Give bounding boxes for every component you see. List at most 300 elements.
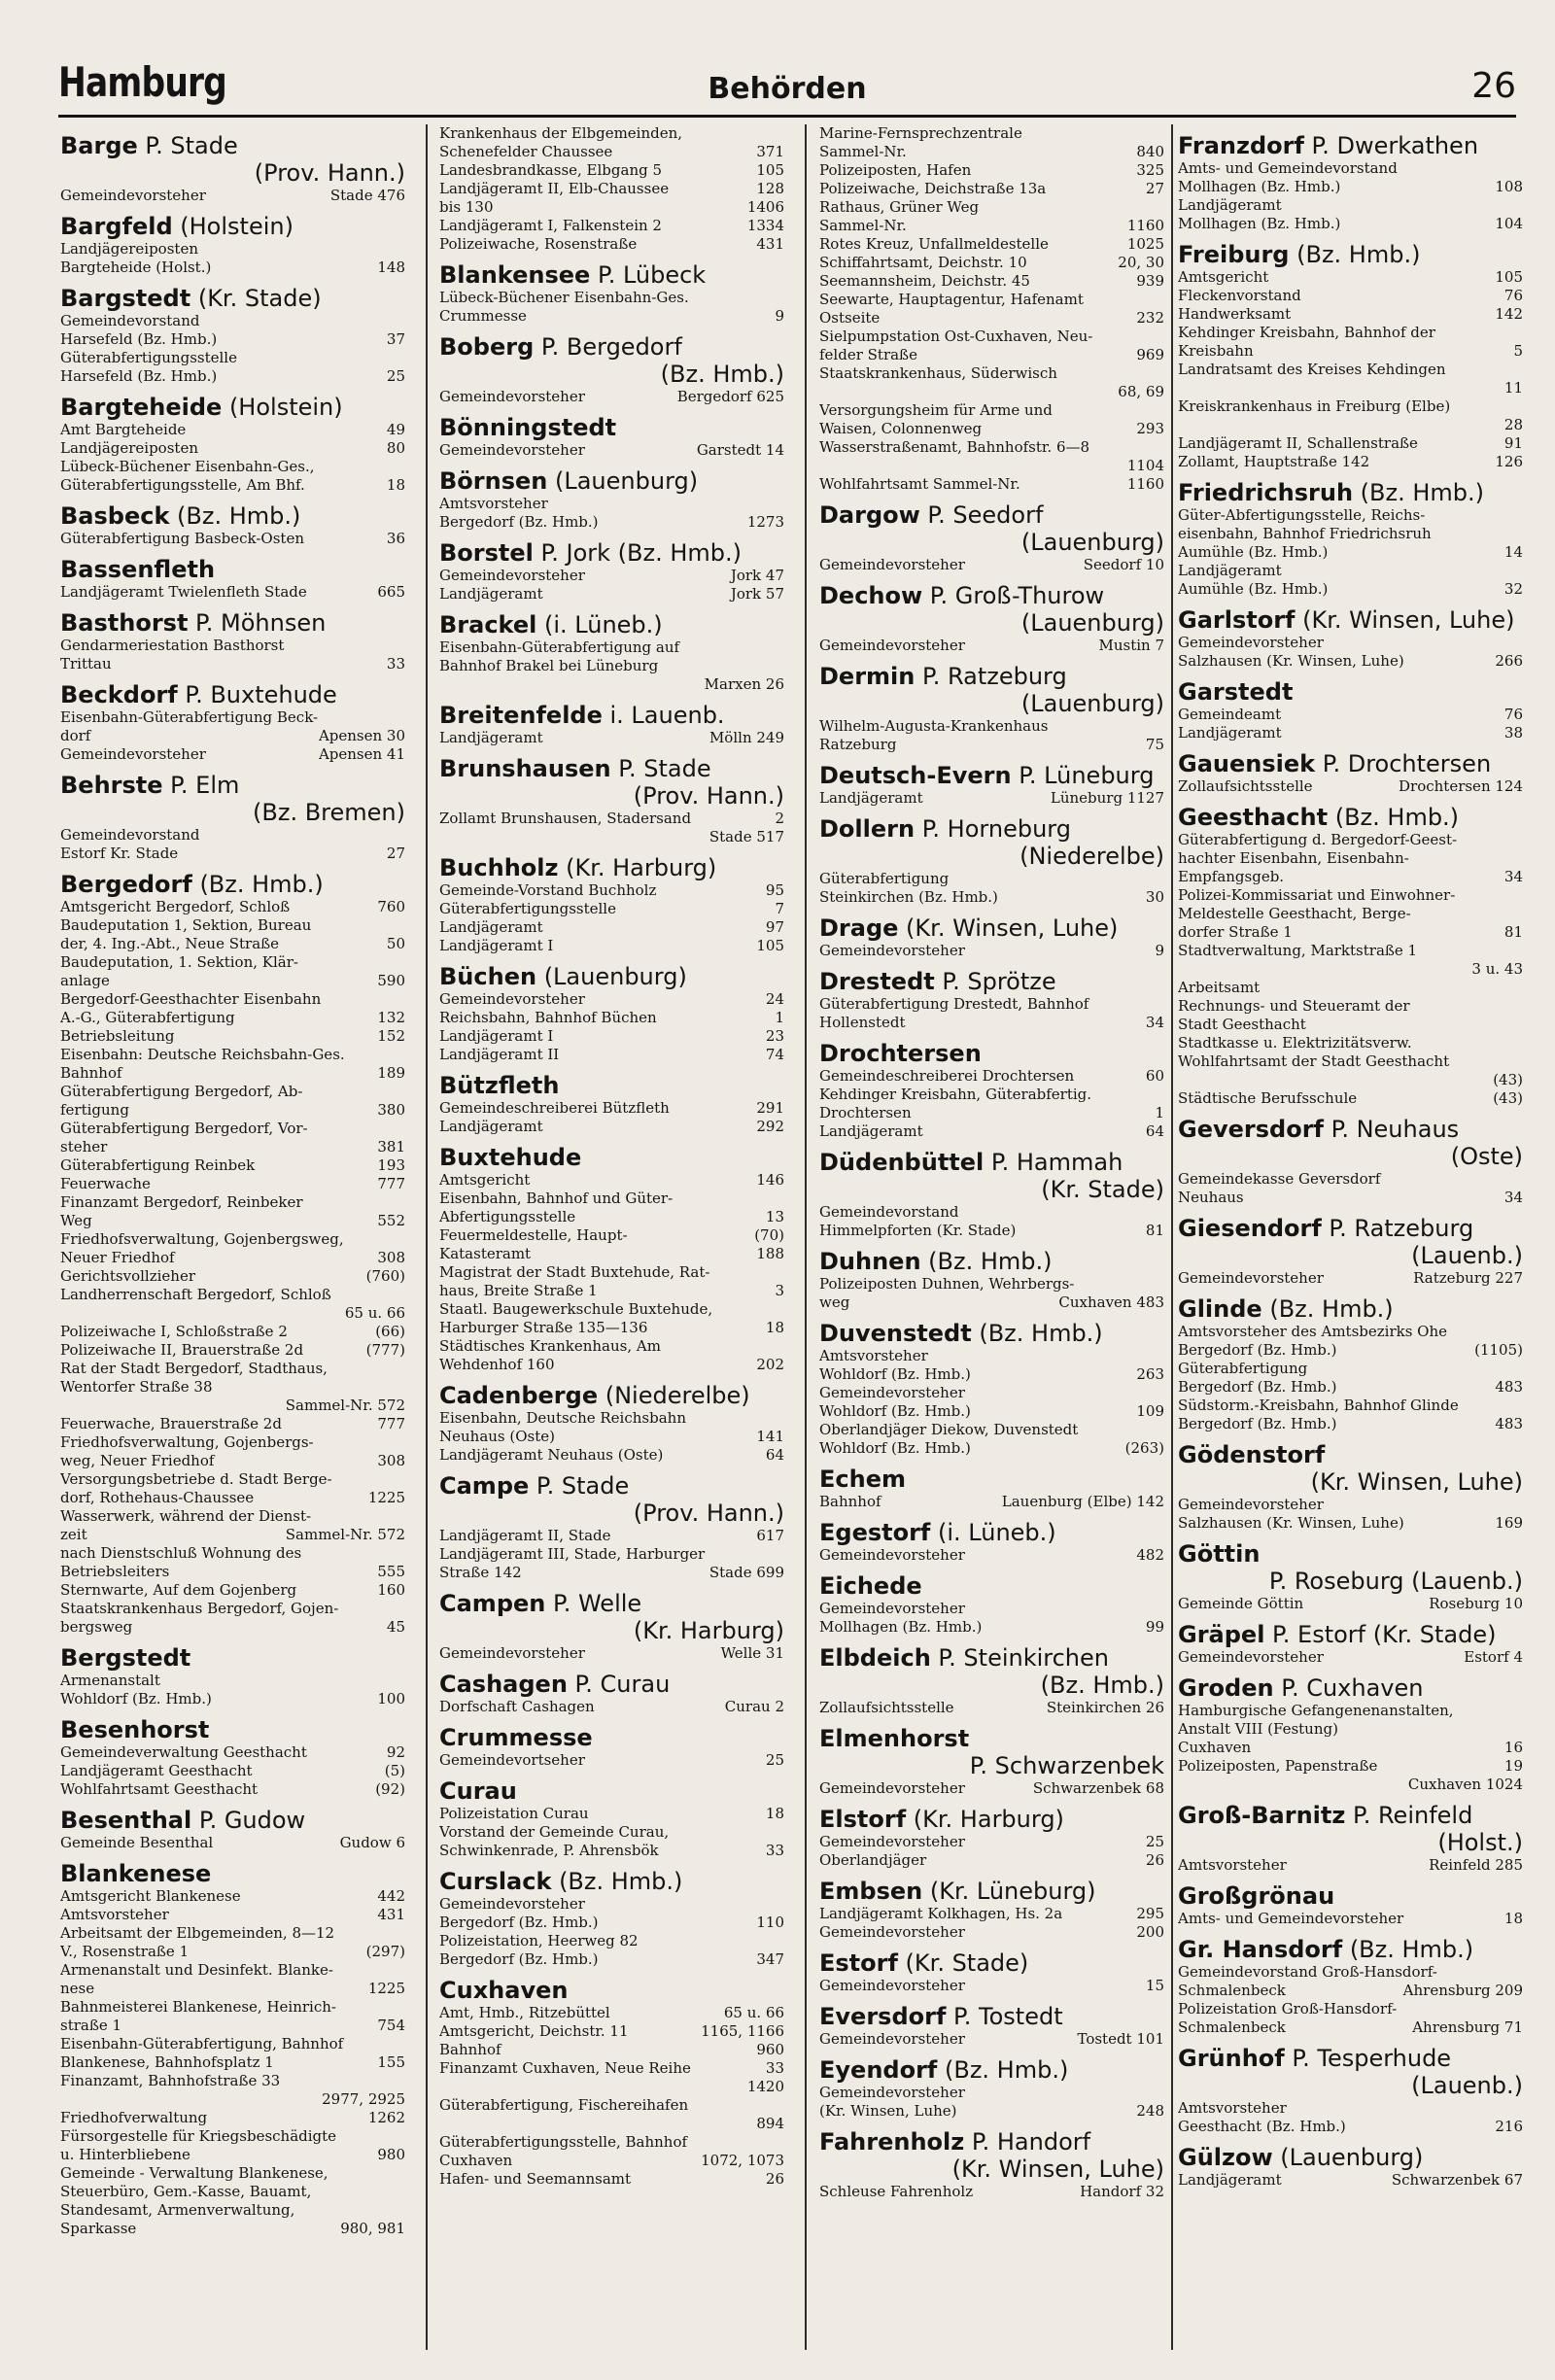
place-name: Gr. Hansdorf (1178, 1936, 1343, 1963)
listing-line (439, 1527, 784, 1545)
listing-phone: 292 (756, 1118, 784, 1135)
place-heading (819, 762, 1164, 789)
listing-line (1178, 923, 1523, 942)
listing-phone: 188 (756, 1245, 784, 1262)
listing-office: Steinkirchen (Bz. Hmb.) (819, 888, 998, 906)
directory-entry (60, 502, 405, 548)
listing-phone: 266 (1495, 652, 1523, 670)
listing-phone: Steinkirchen 26 (1046, 1699, 1164, 1716)
listing-phone: 50 (386, 935, 405, 952)
place-name: Bargteheide (60, 394, 223, 421)
listing-office: Schwinkenrade, P. Ahrensbök (439, 1842, 659, 1859)
place-postal: P. Sprötze (934, 968, 1056, 995)
listing-line (60, 637, 405, 655)
listing-line (439, 513, 784, 532)
listing-line (60, 845, 405, 863)
listing-office: Staatl. Baugewerkschule Buxtehude, (439, 1300, 713, 1318)
listing-line (60, 1009, 405, 1027)
listing-phone: Reinfeld 285 (1429, 1856, 1523, 1874)
listing-phone: 20, 30 (1118, 254, 1164, 271)
listing-office: Landjägeramt II, Stade (439, 1527, 611, 1544)
place-heading (60, 394, 405, 421)
listing-office: Marine-Fernsprechzentrale (819, 124, 1022, 142)
listing-phone: 74 (765, 1046, 784, 1063)
listing-line (819, 475, 1164, 494)
directory-entry (819, 1806, 1164, 1870)
listing-phone: 325 (1136, 161, 1164, 179)
listing-phone: 939 (1136, 272, 1164, 290)
place-postal: P. Steinkirchen (930, 1644, 1109, 1672)
listing-office: Wohlfahrtsamt Geesthacht (60, 1780, 259, 1798)
place-postal: (Holstein) (172, 213, 294, 240)
listing-office: Straße 142 (439, 1564, 522, 1581)
listing-office: Steuerbüro, Gem.-Kasse, Bauamt, (60, 2183, 312, 2200)
listing-phone: 1225 (367, 1980, 405, 1997)
listing-office: Städtische Berufsschule (1178, 1089, 1358, 1107)
listing-line (819, 1365, 1164, 1384)
place-name: Franzdorf (1178, 132, 1304, 159)
listing-line (819, 217, 1164, 235)
listing-line (819, 1923, 1164, 1942)
place-heading (439, 963, 784, 990)
directory-entry (439, 1977, 784, 2189)
place-heading (819, 582, 1164, 637)
directory-entry (1178, 1621, 1523, 1667)
listing-phone: 760 (377, 898, 405, 915)
place-postal: (Bz. Hmb.) (551, 1868, 683, 1895)
place-postal: P. Jork (Bz. Hmb.) (533, 539, 743, 567)
listing-phone: 105 (1495, 268, 1523, 286)
directory-entry (819, 1519, 1164, 1565)
listing-line (439, 918, 784, 937)
directory-entry (60, 681, 405, 764)
listing-phone: Mustin 7 (1098, 637, 1164, 654)
listing-line (439, 1009, 784, 1027)
place-heading (1178, 1540, 1523, 1595)
listing-line (819, 383, 1164, 401)
place-name: Echem (819, 1466, 906, 1493)
place-district: (Prov. Hann.) (254, 159, 405, 187)
listing-office: Bahnmeisterei Blankenese, Heinrich- (60, 1998, 336, 2016)
directory-entry (439, 539, 784, 604)
place-name: Dollern (819, 815, 916, 843)
listing-phone: 777 (377, 1415, 405, 1432)
listing-line (439, 2004, 784, 2022)
listing-line (60, 259, 405, 277)
listing-phone: 28 (1503, 416, 1523, 433)
directory-entry (439, 755, 784, 846)
listing-office: Landjägeramt Twielenfleth Stade (60, 583, 307, 601)
listing-office: Kreisbahn (1178, 342, 1254, 360)
place-postal: (Bz. Hmb.) (1353, 479, 1485, 506)
listing-phone: 19 (1503, 1757, 1523, 1775)
listing-phone: Roseburg 10 (1429, 1595, 1523, 1612)
listing-line (439, 1805, 784, 1823)
listing-office: Wohldorf (Bz. Hmb.) (819, 1365, 971, 1383)
listing-phone: Ratzeburg 227 (1413, 1269, 1523, 1287)
listing-line (819, 272, 1164, 291)
listing-office: Gemeinde - Verwaltung Blankenese, (60, 2164, 328, 2182)
listing-line (60, 2053, 405, 2072)
listing-phone: 27 (1145, 180, 1164, 197)
listing-office: Magistrat der Stadt Buxtehude, Rat- (439, 1263, 710, 1281)
place-postal: P. Stade (529, 1472, 630, 1500)
directory-entry (1178, 479, 1523, 599)
listing-phone: (1105) (1474, 1341, 1523, 1359)
listing-office: Dorfschaft Cashagen (439, 1698, 595, 1715)
place-postal: P. Bergedorf (534, 333, 682, 361)
listing-line (439, 289, 784, 307)
listing-line (819, 1203, 1164, 1222)
listing-office: Güterabfertigung Drestedt, Bahnhof (819, 995, 1089, 1013)
directory-entry (439, 702, 784, 747)
listing-phone: Bergedorf 625 (676, 388, 784, 405)
directory-entry (439, 1590, 784, 1663)
listing-line (60, 1998, 405, 2017)
listing-line (819, 1104, 1164, 1122)
listing-phone: 980, 981 (340, 2220, 405, 2237)
place-name: Gauensiek (1178, 750, 1316, 777)
listing-office: Wohlfahrtsamt der Stadt Geesthacht (1178, 1052, 1450, 1070)
listing-line (819, 1546, 1164, 1565)
listing-office: Betriebsleitung (60, 1027, 175, 1045)
listing-line (60, 1961, 405, 1980)
listing-phone: 45 (386, 1618, 405, 1636)
listing-office: Landjägeramt (1178, 724, 1282, 742)
listing-office: Armenanstalt und Desinfekt. Blanke- (60, 1961, 333, 1979)
listing-phone: 33 (765, 1842, 784, 1859)
listing-line (1178, 1189, 1523, 1207)
place-heading (60, 285, 405, 312)
place-name: Glinde (1178, 1295, 1262, 1323)
place-name: Cashagen (439, 1671, 568, 1698)
place-postal: (Kr. Lüneburg) (922, 1878, 1096, 1905)
directory-entry (1178, 241, 1523, 471)
listing-phone: Sammel-Nr. 572 (285, 1526, 405, 1543)
listing-office: Bergedorf (Bz. Hmb.) (439, 513, 599, 531)
listing-line (819, 1833, 1164, 1851)
listing-phone: 37 (386, 330, 405, 348)
place-heading (819, 2128, 1164, 2183)
listing-line (819, 2084, 1164, 2102)
listing-office: Vorstand der Gemeinde Curau, (439, 1823, 670, 1841)
listing-office: Stadtkasse u. Elektrizitätsverw. (1178, 1034, 1412, 1052)
listing-office: Gemeindeamt (1178, 706, 1282, 723)
listing-office: Güterabfertigung (819, 870, 950, 887)
listing-line (1178, 159, 1523, 178)
listing-line (819, 1275, 1164, 1293)
listing-office: Lübeck-Büchener Eisenbahn-Ges. (439, 289, 689, 306)
listing-line (60, 476, 405, 495)
column-1 (60, 124, 405, 2360)
place-name: Campe (439, 1472, 530, 1500)
place-heading (819, 1248, 1164, 1275)
listing-line (1178, 1595, 1523, 1613)
listing-phone: 482 (1136, 1546, 1164, 1564)
listing-office: Hollenstedt (819, 1014, 906, 1031)
listing-line (60, 1193, 405, 1212)
place-heading (60, 502, 405, 530)
listing-office: Gemeindevorsteher (819, 1600, 965, 1617)
place-name: Estorf (819, 1949, 898, 1977)
listing-phone: 308 (377, 1249, 405, 1266)
directory-entry (819, 1149, 1164, 1240)
place-postal: (Bz. Hmb.) (1328, 804, 1460, 831)
listing-office: Gemeindevorsteher (819, 1779, 965, 1797)
listing-office: Arbeitsamt (1178, 979, 1261, 996)
listing-office: Gemeindevorsteher (819, 1977, 965, 1994)
listing-office: Güterabfertigung Reinbek (60, 1156, 256, 1174)
listing-office: bergsweg (60, 1618, 133, 1636)
listing-office: Feuerwache, Brauerstraße 2d (60, 1415, 282, 1432)
listing-line (439, 1545, 784, 1564)
place-district: (Prov. Hann.) (633, 782, 784, 810)
listing-line (819, 124, 1164, 143)
listing-office: Oberlandjäger Diekow, Duvenstedt (819, 1421, 1079, 1438)
listing-office: Seewarte, Hauptagentur, Hafenamt (819, 291, 1084, 308)
listing-phone: 1420 (746, 2078, 784, 2095)
place-name: Garstedt (1178, 678, 1294, 706)
listing-office: Bahnhof (439, 2041, 501, 2058)
listing-line (439, 1118, 784, 1136)
directory-entry (439, 1382, 784, 1465)
place-name: Buchholz (439, 854, 559, 881)
directory-entry (60, 132, 405, 205)
listing-line (1178, 1856, 1523, 1875)
place-postal: i. Lauenb. (602, 702, 725, 729)
listing-line (439, 143, 784, 161)
listing-office: Trittau (60, 655, 112, 673)
place-postal: P. Groß-Thurow (922, 582, 1105, 609)
listing-phone: (92) (375, 1780, 405, 1798)
listing-line (60, 2146, 405, 2164)
listing-office: Zollaufsichtsstelle (1178, 777, 1313, 795)
listing-phone: 132 (377, 1009, 405, 1026)
listing-phone: 960 (756, 2041, 784, 2058)
listing-line (819, 942, 1164, 960)
listing-phone: 91 (1503, 434, 1523, 452)
place-heading (439, 1144, 784, 1171)
listing-office: Amtsgericht Blankenese (60, 1887, 241, 1905)
listing-line (1178, 2171, 1523, 2190)
listing-phone: 68, 69 (1118, 383, 1164, 400)
listing-phone: 65 u. 66 (723, 2004, 784, 2021)
directory-entry (439, 1671, 784, 1716)
listing-line (60, 898, 405, 916)
listing-phone: 1104 (1126, 457, 1164, 474)
directory-entry (1178, 1441, 1523, 1533)
listing-phone: 1165, 1166 (701, 2022, 784, 2040)
place-postal: P. Hammah (984, 1149, 1123, 1176)
place-name: Eichede (819, 1572, 922, 1600)
listing-office: Amts- und Gemeindevorsteher (1178, 1910, 1404, 1927)
listing-line (1178, 525, 1523, 543)
listing-line (60, 458, 405, 476)
place-heading (1178, 1882, 1523, 1910)
listing-phone: 431 (756, 235, 784, 253)
listing-line (60, 727, 405, 745)
listing-phone: 1334 (746, 217, 784, 234)
listing-phone: 232 (1136, 309, 1164, 327)
place-name: Eyendorf (819, 2056, 938, 2084)
listing-line (439, 900, 784, 918)
listing-line (1178, 997, 1523, 1016)
listing-line (60, 1924, 405, 1943)
listing-phone: 97 (765, 918, 784, 936)
listing-office: Landjägeramt I (439, 1027, 554, 1045)
listing-line (1178, 1170, 1523, 1189)
listing-office: Wohldorf (Bz. Hmb.) (819, 1402, 971, 1420)
listing-line (1178, 849, 1523, 868)
listing-office: Landratsamt des Kreises Kehdingen (1178, 361, 1446, 378)
listing-phone: 49 (386, 421, 405, 438)
place-name: Elstorf (819, 1806, 907, 1833)
place-name: Elmenhorst (819, 1725, 970, 1752)
listing-line (60, 990, 405, 1009)
place-name: Börnsen (439, 467, 548, 495)
directory-entry (439, 1472, 784, 1582)
listing-line (1178, 2099, 1523, 2118)
place-postal: (Bz. Hmb.) (169, 502, 301, 530)
listing-office: Geesthacht (Bz. Hmb.) (1178, 2118, 1346, 2135)
place-heading (1178, 1674, 1523, 1702)
listing-office: Cuxhaven (439, 2152, 513, 2169)
listing-phone: Lauenburg (Elbe) 142 (1001, 1493, 1164, 1510)
listing-phone: Gudow 6 (339, 1834, 405, 1851)
place-heading (819, 1878, 1164, 1905)
listing-office: Polizeiposten, Papenstraße (1178, 1757, 1378, 1775)
listing-line (60, 1690, 405, 1708)
listing-line (819, 198, 1164, 217)
place-name: Curslack (439, 1868, 552, 1895)
listing-line (60, 1323, 405, 1341)
directory-entry (819, 1878, 1164, 1942)
listing-line (439, 124, 784, 143)
listing-phone: 371 (756, 143, 784, 160)
place-heading (1178, 678, 1523, 706)
listing-line (1178, 506, 1523, 525)
place-name: Boberg (439, 333, 535, 361)
listing-phone: (297) (365, 1943, 405, 1960)
listing-office: Städtisches Krankenhaus, Am (439, 1337, 661, 1355)
listing-line (1178, 724, 1523, 742)
listing-line (1178, 453, 1523, 471)
listing-phone: 23 (765, 1027, 784, 1045)
listing-office: Gemeindevorsteher (60, 745, 206, 763)
listing-line (439, 2170, 784, 2189)
listing-line (439, 1895, 784, 1914)
place-name: Cuxhaven (439, 1977, 569, 2004)
listing-office: Landjägeramt (439, 918, 543, 936)
listing-line (1178, 416, 1523, 434)
listing-office: Gemeindevorstand (60, 312, 200, 329)
place-postal: (Kr. Winsen, Luhe) (1295, 606, 1515, 634)
listing-office: Salzhausen (Kr. Winsen, Luhe) (1178, 1514, 1404, 1532)
place-name: Gräpel (1178, 1621, 1265, 1648)
listing-office: Polizeistation Groß-Hansdorf- (1178, 2000, 1398, 2018)
listing-office: Gemeindevorsteher (439, 1644, 585, 1662)
listing-office: Neuer Friedhof (60, 1249, 175, 1266)
listing-line (60, 1378, 405, 1397)
listing-phone: 152 (377, 1027, 405, 1045)
listing-line (60, 1544, 405, 1563)
listing-office: Anstalt VIII (Festung) (1178, 1720, 1338, 1738)
directory-entry (60, 609, 405, 673)
listing-office: Gemeindevortseher (439, 1751, 585, 1769)
place-district: (Lauenb.) (1411, 2072, 1523, 2099)
listing-office: Wohlfahrtsamt Sammel-Nr. (819, 475, 1020, 493)
listing-office: Friedhofsverwaltung, Gojenbergs- (60, 1433, 314, 1451)
listing-phone: 14 (1503, 543, 1523, 561)
listing-office: Kehdinger Kreisbahn, Bahnhof der (1178, 324, 1435, 341)
place-name: Dermin (819, 663, 916, 690)
place-heading (60, 556, 405, 583)
place-name: Bassenfleth (60, 556, 216, 583)
listing-office: Kehdinger Kreisbahn, Güterabfertig. (819, 1086, 1092, 1103)
listing-office: Rotes Kreuz, Unfallmeldestelle (819, 235, 1049, 253)
listing-line (60, 1834, 405, 1852)
listing-line (1178, 1496, 1523, 1514)
listing-office: Himmelpforten (Kr. Stade) (819, 1222, 1017, 1239)
listing-phone: 108 (1495, 178, 1523, 195)
listing-phone: (760) (365, 1267, 405, 1285)
listing-line (439, 198, 784, 217)
listing-phone: Mölln 249 (708, 729, 784, 746)
listing-line (1178, 2000, 1523, 2018)
listing-office: Güterabfertigungsstelle, Bahnhof (439, 2133, 688, 2151)
place-name: Friedrichsruh (1178, 479, 1354, 506)
listing-phone: (263) (1124, 1439, 1164, 1457)
place-district: (Bz. Hmb.) (660, 361, 784, 388)
place-heading (819, 1040, 1164, 1067)
place-heading (1178, 606, 1523, 634)
listing-line (1178, 562, 1523, 580)
listing-line (1178, 979, 1523, 997)
listing-office: Seemannsheim, Deichstr. 45 (819, 272, 1030, 290)
listing-line (60, 1887, 405, 1906)
listing-line (439, 1823, 784, 1842)
listing-phone: 169 (1495, 1514, 1523, 1532)
listing-office: Landjägeramt III, Stade, Harburger (439, 1545, 706, 1563)
place-name: Cadenberge (439, 1382, 599, 1409)
listing-office: Sielpumpstation Ost-Cuxhaven, Neu- (819, 328, 1093, 345)
listing-line (819, 346, 1164, 364)
listing-office: Finanzamt, Bahnhofstraße 33 (60, 2072, 281, 2089)
listing-office: Bergedorf-Geesthachter Eisenbahn (60, 990, 322, 1008)
listing-line (439, 1698, 784, 1716)
listing-office: Landjägeramt II, Schallenstraße (1178, 434, 1418, 452)
listing-line (1178, 397, 1523, 416)
listing-line (60, 530, 405, 548)
listing-phone: 777 (377, 1175, 405, 1192)
place-heading (1178, 1116, 1523, 1170)
place-heading (439, 1724, 784, 1751)
listing-line (439, 2059, 784, 2078)
place-heading (1178, 1295, 1523, 1323)
listing-line (819, 2102, 1164, 2121)
listing-phone: 969 (1136, 346, 1164, 363)
listing-line (439, 1409, 784, 1428)
listing-line (439, 1226, 784, 1245)
place-name: Embsen (819, 1878, 923, 1905)
listing-phone: 99 (1145, 1618, 1164, 1636)
directory-entry (1178, 1802, 1523, 1875)
directory-entry (60, 556, 405, 602)
listing-line (60, 1397, 405, 1415)
place-postal: P. Neuhaus (1323, 1116, 1460, 1143)
listing-office: Gemeindevorsteher (819, 2084, 965, 2101)
place-postal: P. Dwerkathen (1303, 132, 1479, 159)
